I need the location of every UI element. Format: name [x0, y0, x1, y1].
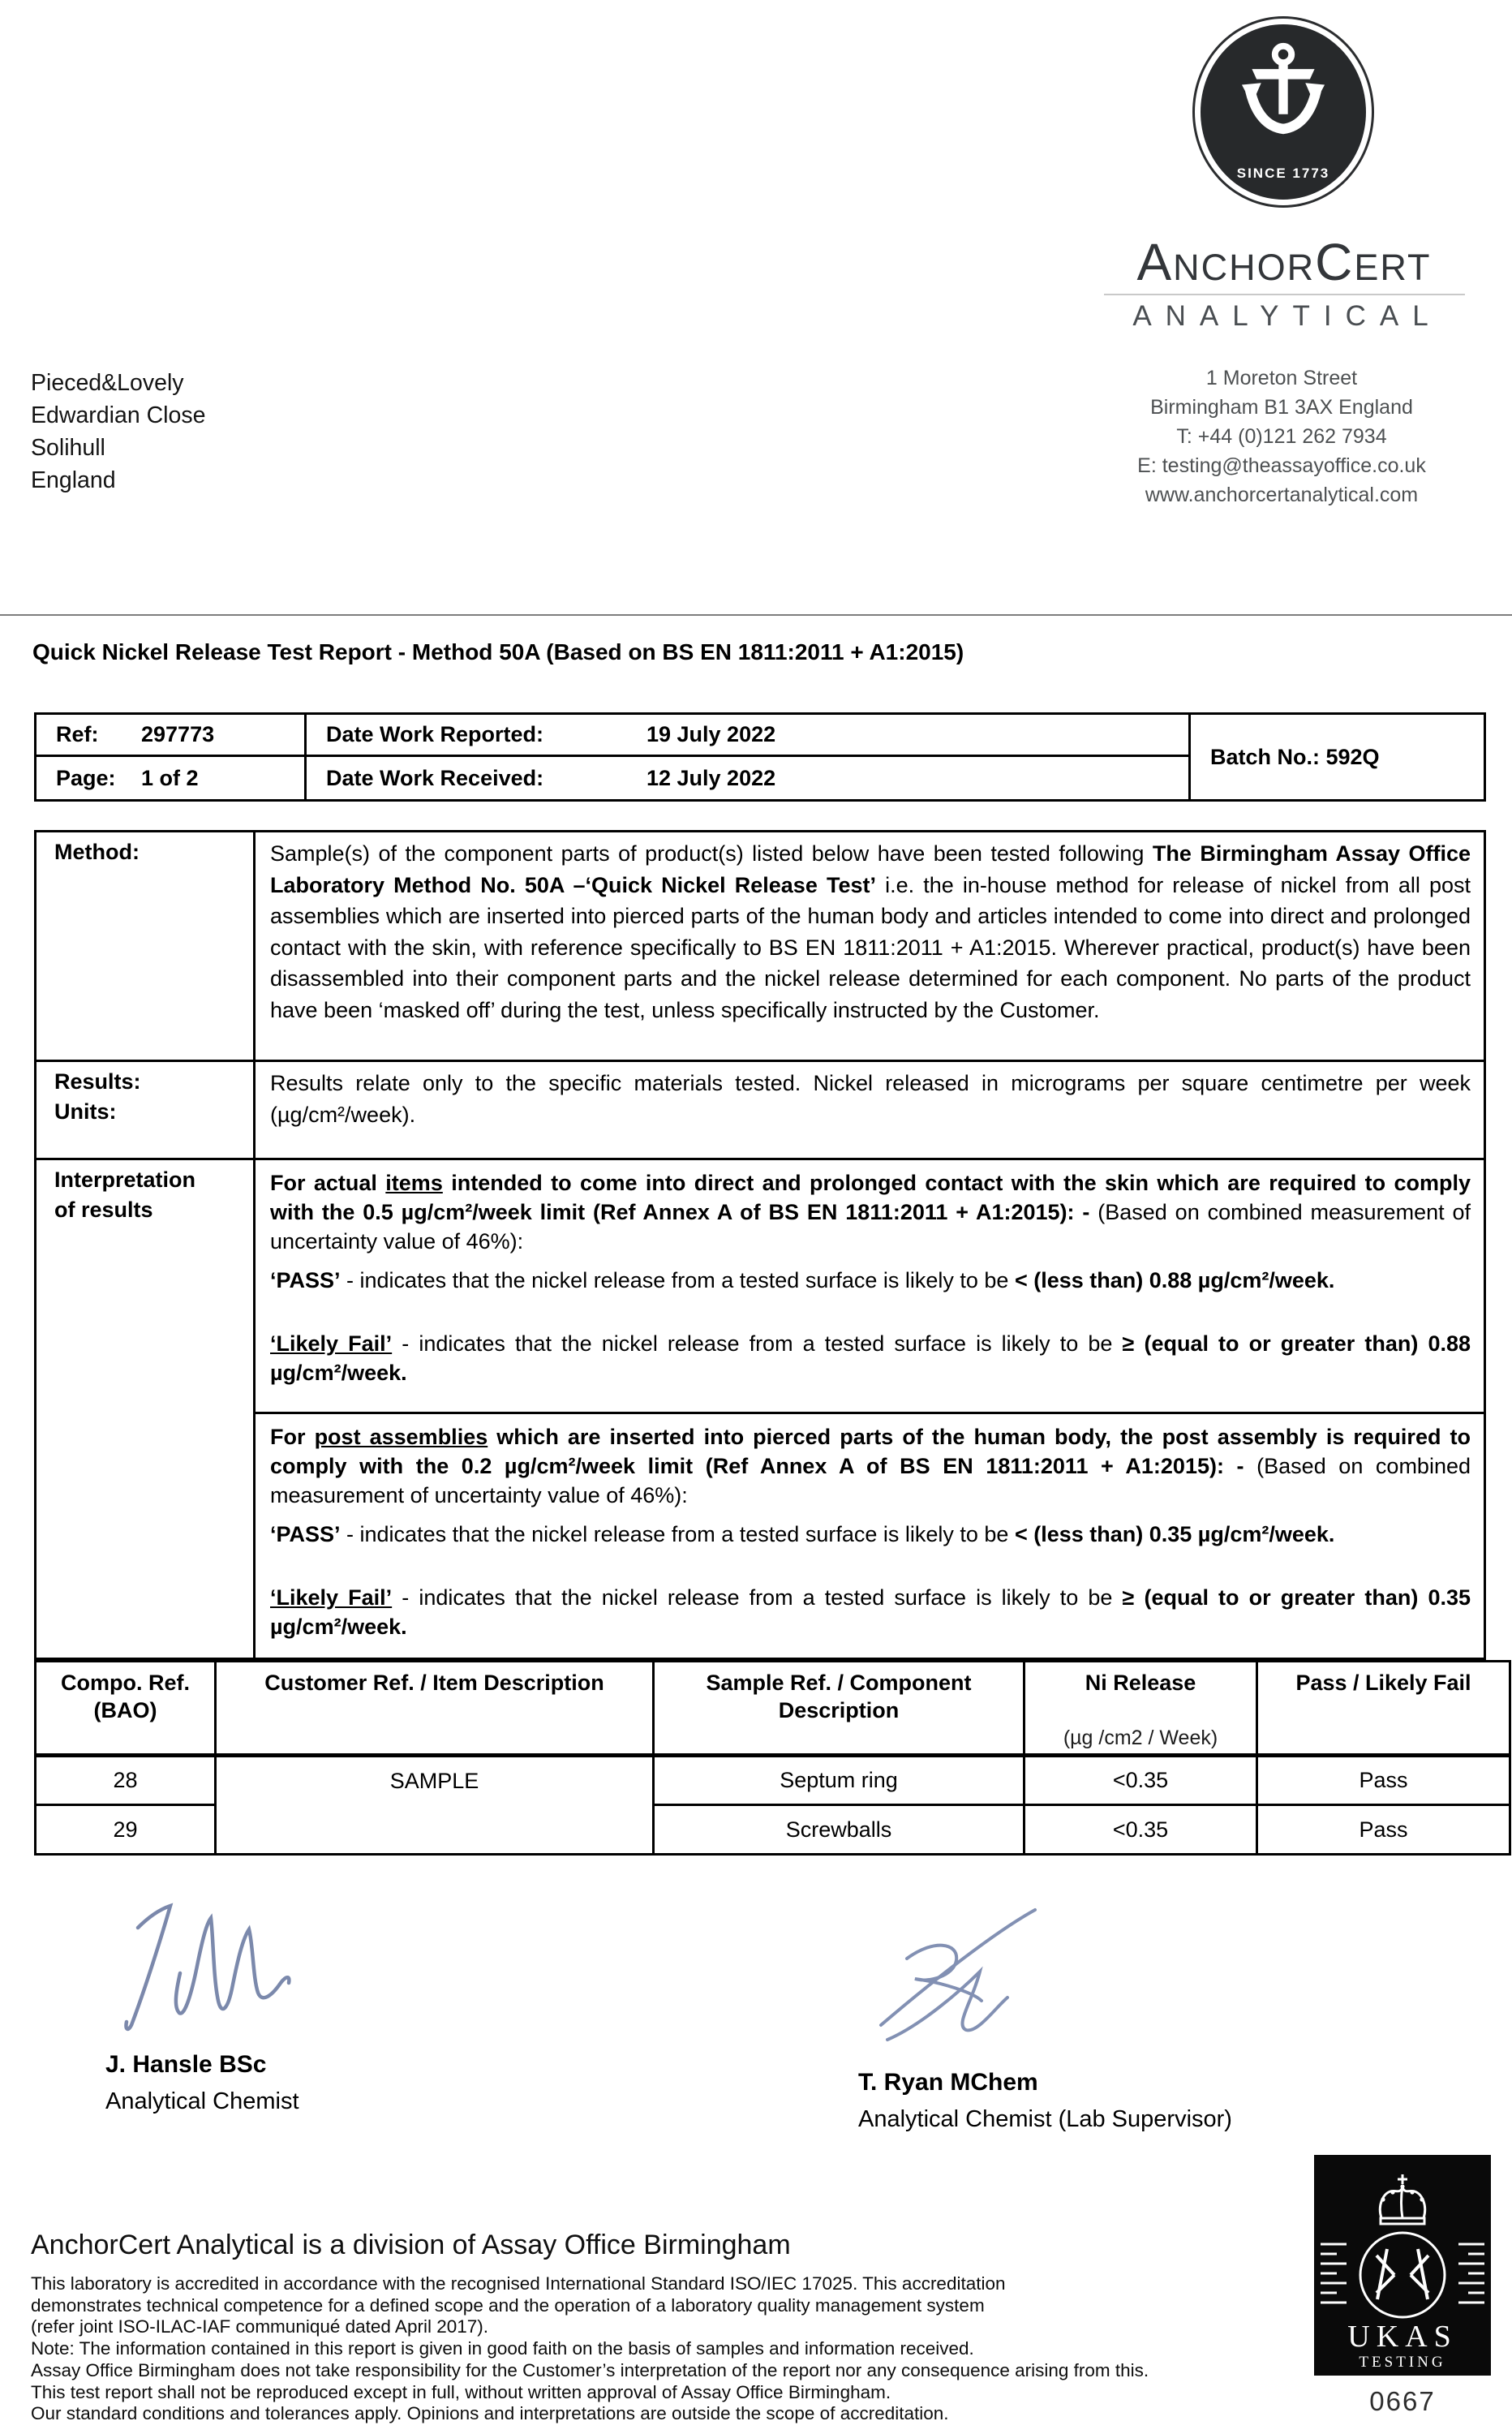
signatory-left	[105, 2051, 299, 2115]
method-section-table	[34, 830, 1486, 1660]
table-row	[36, 1756, 1510, 1805]
ni-release-value: <0.35	[1024, 1805, 1257, 1855]
pass-definition: ‘PASS’ - indicates that the nickel release from a tested surface is likely to be < (less than) 0.35 µg/cm²/week.	[270, 1522, 1335, 1546]
report-title: Quick Nickel Release Test Report - Method 50A (Based on BS EN 1811:2011 + A1:2015)	[32, 639, 964, 664]
smallprint-line: This laboratory is accredited in accordance with the recognised International Standard ISO/IEC 17025. This accreditation	[31, 2273, 1006, 2294]
customer-ref-value: SAMPLE	[216, 1756, 654, 1855]
smallprint-line: Note: The information contained in this report is given in good faith on the basis of samples and information received.	[31, 2338, 974, 2359]
method-label: Method:	[37, 832, 256, 1062]
anchorcert-logo	[1192, 16, 1374, 208]
col-header-ni-release: Ni Release (µg /cm2 / Week)	[1024, 1662, 1257, 1756]
interpretation-label: Interpretation of results	[37, 1160, 256, 1658]
results-header-row	[36, 1662, 1510, 1756]
ukas-name: UKAS	[1347, 2320, 1458, 2354]
signatory-name: T. Ryan MChem	[858, 2069, 1038, 2096]
ref-label: Ref:	[56, 722, 99, 746]
smallprint-line: Assay Office Birmingham does not take responsibility for the Customer’s interpretation of the report nor any consequence arising from this.	[31, 2359, 1149, 2380]
lab-email: E: testing@theassayoffice.co.uk	[1137, 454, 1426, 477]
logo-divider	[1104, 294, 1465, 295]
ref-value: 297773	[141, 722, 215, 746]
lab-address-line: Birmingham B1 3AX England	[1150, 396, 1413, 419]
page-value: 1 of 2	[141, 765, 199, 790]
lab-website: www.anchorcertanalytical.com	[1145, 484, 1419, 506]
col-header-pass-fail: Pass / Likely Fail	[1257, 1662, 1510, 1756]
interpretation-block-items	[256, 1160, 1484, 1414]
logo-name: AnchorCert	[1136, 233, 1432, 291]
lab-contact	[1110, 363, 1454, 510]
signature-right	[858, 1902, 1069, 2064]
customer-address-line: England	[31, 467, 116, 493]
customer-address-line: Solihull	[31, 435, 105, 461]
interpretation-intro: For post assemblies which are inserted into pierced parts of the human body, the post assembly is required to comply with the 0.2 µg/cm²/week limit (Ref Annex A of BS EN 1811:2011 + A1:2015): - (Based on combined measurement of uncertainty value of 46%):	[270, 1425, 1471, 1507]
ukas-number: 0667	[1369, 2386, 1436, 2416]
header-divider	[0, 614, 1512, 616]
lab-phone: T: +44 (0)121 262 7934	[1176, 425, 1387, 448]
date-received-cell	[307, 757, 1191, 799]
smallprint-line: demonstrates technical competence for a defined scope and the operation of a laboratory quality management system	[31, 2294, 985, 2316]
customer-address-line: Edwardian Close	[31, 402, 206, 428]
ni-release-value: <0.35	[1024, 1756, 1257, 1805]
likely-fail-definition: ‘Likely Fail’ - indicates that the nickel release from a tested surface is likely to be ≥ (equal to or greater than) 0.35 µg/cm²/week.	[270, 1585, 1471, 1639]
date-received-value: 12 July 2022	[646, 765, 776, 790]
date-received-label: Date Work Received:	[326, 765, 544, 790]
accreditation-smallprint	[31, 2273, 1149, 2425]
logo-disc	[1201, 24, 1366, 200]
logo-subtitle: ANALYTICAL	[1132, 299, 1442, 332]
ukas-logo-icon	[1314, 2155, 1491, 2376]
pass-definition: ‘PASS’ - indicates that the nickel release from a tested surface is likely to be < (less than) 0.88 µg/cm²/week.	[270, 1268, 1335, 1292]
date-reported-cell	[307, 715, 1191, 757]
signatory-name: J. Hansle BSc	[105, 2051, 267, 2078]
pass-fail-value: Pass	[1257, 1805, 1510, 1855]
date-reported-label: Date Work Reported:	[326, 722, 544, 746]
compo-ref-value: 28	[36, 1756, 216, 1805]
signatory-title: Analytical Chemist (Lab Supervisor)	[858, 2106, 1232, 2132]
smallprint-line: Our standard conditions and tolerances apply. Opinions and interpretations are outside the scope of accreditation.	[31, 2403, 949, 2424]
component-description: Septum ring	[654, 1756, 1024, 1805]
method-text: Sample(s) of the component parts of product(s) listed below have been tested following The Birmingham Assay Office Laboratory Method No. 50A –‘Quick Nickel Release Test’ i.e. the in-house method for release of nickel from all post assemblies which are inserted into pierced parts of the human body and articles intended to come into direct and prolonged contact with the skin, with reference specifically to BS EN 1811:2011 + A1:2015. Wherever practical, product(s) have been disassembled into their component parts and the nickel release determined for each component. No parts of the product have been ‘masked off’ during the test, unless specifically instructed by the Customer.	[256, 832, 1484, 1062]
pass-fail-value: Pass	[1257, 1756, 1510, 1805]
report-info-table	[34, 712, 1486, 802]
col-header-compo-ref: Compo. Ref. (BAO)	[36, 1662, 216, 1756]
results-units-label: Results: Units:	[37, 1062, 256, 1160]
page-cell	[37, 757, 307, 799]
results-text: Results relate only to the specific materials tested. Nickel released in micrograms per square centimetre per week (µg/cm²/week).	[256, 1062, 1484, 1160]
date-reported-value: 19 July 2022	[646, 722, 776, 746]
customer-address	[31, 367, 205, 497]
anchor-icon	[1232, 41, 1334, 136]
component-description: Screwballs	[654, 1805, 1024, 1855]
logo-since-text: SINCE 1773	[1236, 166, 1330, 181]
smallprint-line: (refer joint ISO-ILAC-IAF communiqué dated April 2017).	[31, 2316, 488, 2337]
signatory-right	[858, 2069, 1232, 2133]
compo-ref-value: 29	[36, 1805, 216, 1855]
page-label: Page:	[56, 765, 116, 790]
logo-wordmark	[1093, 234, 1475, 333]
lab-address-line: 1 Moreton Street	[1205, 367, 1358, 389]
col-header-customer-ref: Customer Ref. / Item Description	[216, 1662, 654, 1756]
likely-fail-definition: ‘Likely Fail’ - indicates that the nickel release from a tested surface is likely to be ≥ (equal to or greater than) 0.88 µg/cm²/week.	[270, 1331, 1471, 1385]
smallprint-line: This test report shall not be reproduced except in full, without written approval of Assay Office Birmingham.	[31, 2381, 891, 2402]
interpretation-block-posts	[256, 1414, 1484, 1658]
division-statement: AnchorCert Analytical is a division of Assay Office Birmingham	[31, 2230, 791, 2260]
signature-left	[96, 1895, 331, 2041]
ref-cell	[37, 715, 307, 757]
col-header-sample-ref: Sample Ref. / Component Description	[654, 1662, 1024, 1756]
results-table	[34, 1660, 1511, 1856]
customer-address-line: Pieced&Lovely	[31, 370, 184, 396]
ukas-accreditation-mark	[1314, 2155, 1491, 2417]
batch-number: Batch No.: 592Q	[1210, 744, 1380, 769]
signatory-title: Analytical Chemist	[105, 2088, 299, 2114]
interpretation-intro: For actual items intended to come into direct and prolonged contact with the skin which are required to comply with the 0.5 µg/cm²/week limit (Ref Annex A of BS EN 1811:2011 + A1:2015): - (Based on combined measurement of uncertainty value of 46%):	[270, 1171, 1471, 1254]
ukas-type: TESTING	[1359, 2354, 1446, 2371]
